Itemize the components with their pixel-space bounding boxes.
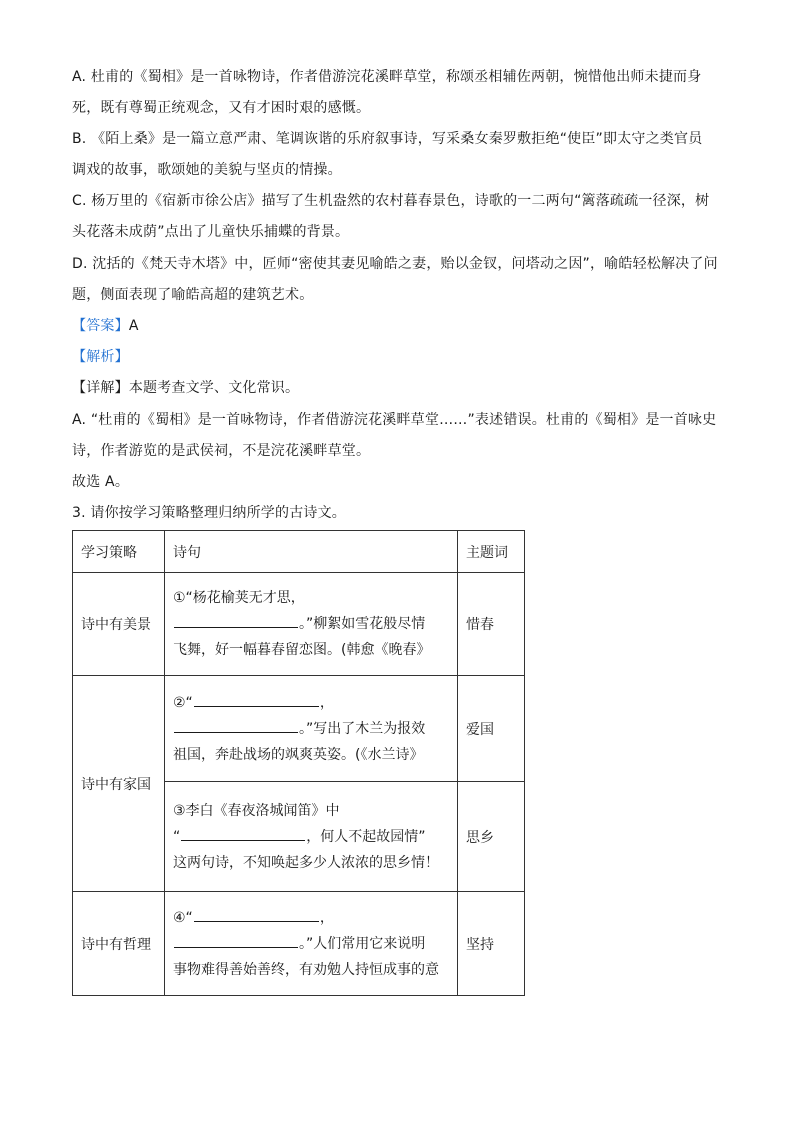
option-d-line-2: 题，侧面表现了喻皓高超的建筑艺术。 <box>72 287 314 303</box>
fill-blank-3[interactable] <box>174 718 298 733</box>
row1-verse-line-1: ①“杨花榆荚无才思， <box>173 590 305 606</box>
row2-verse-line-1 <box>173 690 449 716</box>
answer-value: A <box>128 318 139 334</box>
option-a-line-2: 死，既有尊蜀正统观念，又有才困时艰的感慨。 <box>72 100 371 116</box>
row2-verse-line-2 <box>173 716 449 742</box>
row2-comma: ， <box>319 694 334 711</box>
fill-blank-1[interactable] <box>174 613 298 628</box>
row4-verse-line-1 <box>173 905 449 931</box>
option-c-line-1: C. 杨万里的《宿新市徐公店》描写了生机盎然的农村暮春景色，诗歌的一二两句“篱落疏疏一径深，树 <box>72 193 710 209</box>
header-strategy: 学习策略 <box>73 531 165 573</box>
fill-blank-5[interactable] <box>194 907 319 922</box>
row2-verse <box>165 676 458 782</box>
option-b-line-1: B. 《陌上桑》是一篇立意严肃、笔调诙谐的乐府叙事诗，写采桑女秦罗敷拒绝“使臣”即太守之类官员 <box>72 131 703 147</box>
row2-theme: 爱国 <box>458 676 525 782</box>
row3-verse-line-2 <box>173 824 449 850</box>
option-c-line-2: 头花落未成荫”点出了儿童快乐捕蝶的背景。 <box>72 224 350 240</box>
row1-strategy: 诗中有美景 <box>73 573 165 676</box>
strategy-table <box>72 530 525 996</box>
header-verse: 诗句 <box>165 531 458 573</box>
row4-verse-line-2-text: 。”人们常用它来说明 <box>299 935 426 952</box>
answer-label: 【答案】 <box>72 318 129 334</box>
detail-explanation-line-1: A. “杜甫的《蜀相》是一首咏物诗，作者借游浣花溪畔草堂……”表述错误。杜甫的《蜀相》是一首咏史 <box>72 412 717 428</box>
row1-verse-line-3: 飞舞，好一幅暮春留恋图。(韩愈《晚春》 <box>173 642 431 658</box>
row1-verse-line-2-text: 。”柳絮如雪花般尽情 <box>299 616 426 632</box>
detail-label: 【详解】 <box>72 380 129 396</box>
header-theme: 主题词 <box>458 531 525 573</box>
row4-verse-line-2 <box>173 931 449 957</box>
row3-verse-line-1: ③李白《春夜洛城闻笛》中 <box>173 802 340 819</box>
row2-open-quote: ②“ <box>173 694 193 711</box>
detail-text: 本题考查文学、文化常识。 <box>128 380 300 396</box>
analysis-line <box>72 347 129 367</box>
question-3-prompt: 3. 请你按学习策略整理归纳所学的古诗文。 <box>72 505 347 521</box>
row1-verse-line-2 <box>173 611 449 637</box>
row4-strategy: 诗中有哲理 <box>73 892 165 996</box>
fill-blank-2[interactable] <box>194 692 319 707</box>
row4-open-quote: ④“ <box>173 909 193 926</box>
row1-verse <box>165 573 458 676</box>
detail-line <box>72 378 299 398</box>
option-b-line-2: 调戏的故事，歌颂她的美貌与坚贞的情操。 <box>72 162 342 178</box>
detail-conclusion: 故选 A。 <box>72 474 130 490</box>
option-a-line-1: A. 杜甫的《蜀相》是一首咏物诗，作者借游浣花溪畔草堂，称颂丞相辅佐两朝，惋惜他出师未捷而身 <box>72 69 702 85</box>
row2-verse-line-3: 祖国，奔赴战场的飒爽英姿。(《水兰诗》 <box>173 746 424 763</box>
row4-theme: 坚持 <box>458 892 525 996</box>
analysis-label: 【解析】 <box>72 349 129 365</box>
row2-verse-line-2-text: 。”写出了木兰为报效 <box>299 720 426 737</box>
fill-blank-6[interactable] <box>174 933 298 948</box>
row2-strategy: 诗中有家国 <box>73 676 165 892</box>
table-row <box>73 892 525 996</box>
table-header-row <box>73 531 525 573</box>
row3-theme: 思乡 <box>458 782 525 892</box>
row3-open-quote: “ <box>173 828 181 845</box>
table-row <box>73 573 525 676</box>
row4-verse <box>165 892 458 996</box>
answer-line <box>72 316 139 336</box>
row4-comma: ， <box>319 909 334 926</box>
table-row <box>73 676 525 782</box>
fill-blank-4[interactable] <box>181 826 305 841</box>
detail-explanation-line-2: 诗，作者游览的是武侯祠，不是浣花溪畔草堂。 <box>72 443 371 459</box>
row3-verse-line-2-text: ，何人不起故园情” <box>306 828 426 845</box>
row1-theme: 惜春 <box>458 573 525 676</box>
option-d-line-1: D. 沈括的《梵天寺木塔》中，匠师“密使其妻见喻皓之妻，贻以金钗，问塔动之因”，喻皓轻松解决了问 <box>72 256 718 272</box>
row3-verse <box>165 782 458 892</box>
row4-verse-line-3: 事物难得善始善终，有劝勉人持恒成事的意 <box>173 961 439 978</box>
row3-verse-line-3: 这两句诗，不知唤起多少人浓浓的思乡情！ <box>173 854 439 871</box>
